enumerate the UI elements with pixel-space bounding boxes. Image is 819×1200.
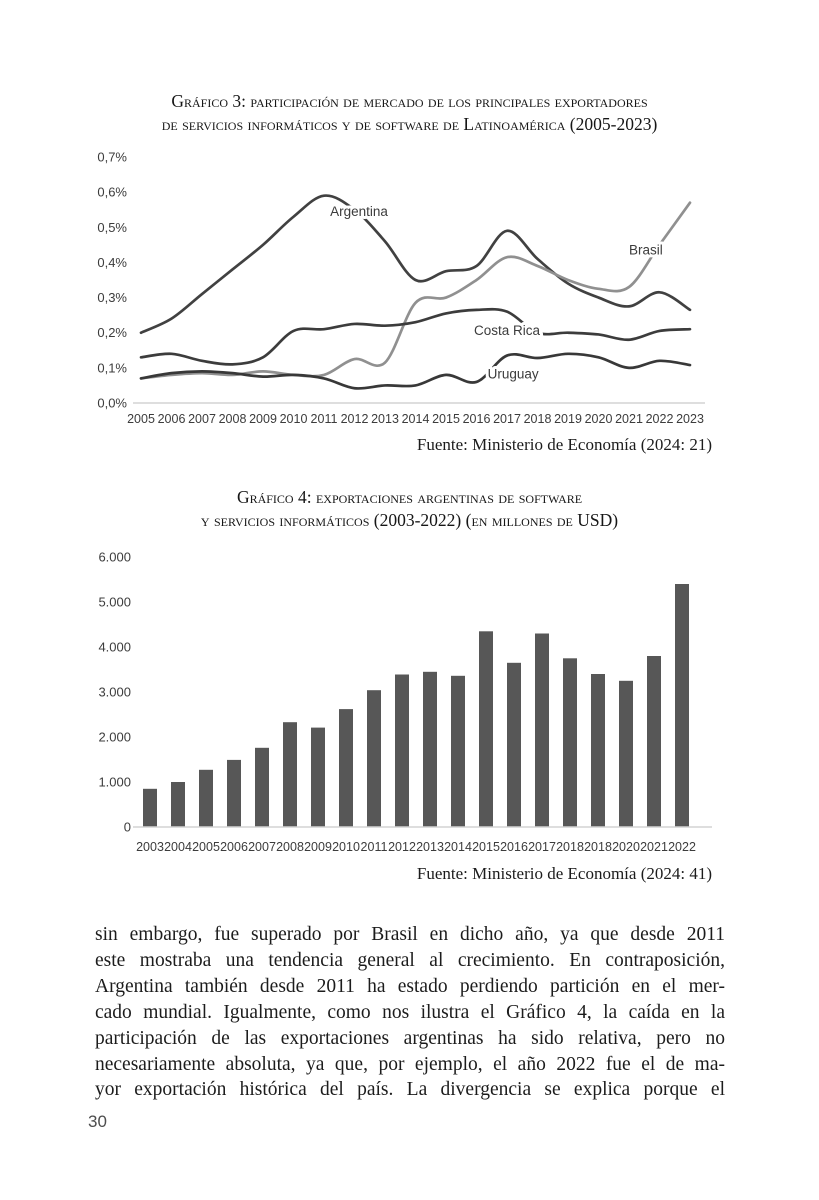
body-line: participación de las exportaciones argentinas ha sido relativa, pero no — [95, 1027, 725, 1049]
body-line: necesariamente absoluta, ya que, por ejemplo, el año 2022 fue el de ma- — [95, 1053, 725, 1075]
y-axis-tick-label: 6.000 — [98, 549, 131, 565]
grafico-4-title-line1: Gráfico 4: exportaciones argentinas de software — [236, 487, 583, 507]
bar-chart-svg — [85, 543, 745, 865]
body-line: cado mundial. Igualmente, como nos ilustra el Gráfico 4, la caída en la — [95, 1001, 725, 1023]
x-axis-tick-label: 2022 — [645, 412, 674, 426]
x-axis-tick-label: 2016 — [462, 412, 491, 426]
x-axis-tick-label: 2005 — [127, 412, 155, 426]
x-axis-tick-label: 2006 — [157, 412, 186, 426]
x-axis-tick-label: 2007 — [188, 412, 216, 426]
y-axis-tick-label: 0,2% — [97, 325, 127, 341]
x-axis-tick-label: 2012 — [388, 840, 416, 854]
y-axis-tick-label: 0,7% — [97, 150, 127, 165]
y-axis-tick-label: 0,6% — [97, 184, 127, 200]
x-axis-tick-label: 2017 — [493, 412, 521, 426]
x-axis-tick-label: 2003 — [136, 840, 164, 854]
bar-2020-17 — [619, 681, 633, 827]
x-axis-tick-label: 2011 — [310, 412, 338, 426]
y-axis-tick-label: 0,5% — [97, 219, 127, 235]
bar-2014-11 — [451, 676, 465, 827]
body-line: Argentina también desde 2011 ha estado perdiendo partición en el mer- — [95, 975, 725, 997]
x-axis-tick-label: 2008 — [276, 840, 304, 854]
bar-2018-15 — [563, 658, 577, 827]
grafico-4-bar-chart — [85, 543, 745, 865]
x-axis-tick-label: 2009 — [249, 412, 277, 426]
x-axis-tick-label: 2006 — [220, 840, 248, 854]
bar-2012-9 — [395, 675, 409, 828]
x-axis-tick-label: 2020 — [612, 840, 640, 854]
bar-2009-6 — [311, 728, 325, 827]
grafico-3-title-line1: Gráfico 3: participación de mercado de los principales exportadores — [171, 91, 648, 111]
x-axis-tick-label: 2014 — [401, 412, 430, 426]
x-axis-tick-label: 2014 — [444, 840, 472, 854]
series-label-uruguay: Uruguay — [487, 366, 539, 382]
grafico-4-source: Fuente: Ministerio de Economía (2024: 41) — [416, 864, 712, 883]
bar-2011-8 — [367, 690, 381, 827]
x-axis-tick-label: 2015 — [432, 412, 460, 426]
x-axis-tick-label: 2009 — [304, 840, 332, 854]
grafico-4-title — [57, 486, 762, 531]
grafico-3-title-line2: de servicios informáticos y de software de Latinoamérica (2005-2023) — [161, 113, 658, 134]
grafico-3-source: Fuente: Ministerio de Economía (2024: 21) — [416, 435, 712, 454]
page-number: 30 — [88, 1112, 107, 1131]
x-axis-tick-label: 2010 — [332, 840, 360, 854]
y-axis-tick-label: 1.000 — [98, 774, 131, 790]
x-axis-tick-label: 2013 — [416, 840, 444, 854]
bar-2015-12 — [479, 631, 493, 827]
body-line: sin embargo, fue superado por Brasil en dicho año, ya que desde 2011 — [95, 924, 725, 945]
series-label-costa-rica: Costa Rica — [473, 322, 541, 338]
x-axis-tick-label: 2022 — [668, 840, 696, 854]
line-uruguay — [141, 354, 690, 389]
y-axis-tick-label: 3.000 — [98, 684, 131, 700]
bar-2005-2 — [199, 770, 213, 827]
x-axis-tick-label: 2007 — [248, 840, 276, 854]
grafico-3-title — [57, 90, 762, 135]
bar-2021-18 — [647, 656, 661, 827]
x-axis-tick-label: 2010 — [279, 412, 308, 426]
y-axis-tick-label: 2.000 — [98, 729, 131, 745]
bar-2004-1 — [171, 782, 185, 827]
series-label-argentina: Argentina — [330, 203, 388, 219]
y-axis-tick-label: 0 — [123, 819, 131, 835]
bar-2013-10 — [423, 672, 437, 827]
y-axis-tick-label: 5.000 — [98, 594, 131, 610]
x-axis-tick-label: 2012 — [340, 412, 369, 426]
x-axis-tick-label: 2018 — [556, 840, 584, 854]
x-axis-tick-label: 2020 — [584, 412, 613, 426]
grafico-4-title-line2: y servicios informáticos (2003-2022) (en millones de USD) — [200, 509, 619, 530]
x-axis-tick-label: 2004 — [164, 840, 192, 854]
x-axis-tick-label: 2005 — [192, 840, 220, 854]
bar-2006-3 — [227, 760, 241, 827]
x-axis-tick-label: 2018 — [523, 412, 552, 426]
grafico-3-line-chart — [85, 150, 745, 440]
bar-2022-19 — [675, 584, 689, 827]
line-costa-rica — [141, 309, 690, 364]
bar-2008-5 — [283, 722, 297, 827]
bar-2018-16 — [591, 674, 605, 827]
body-paragraph — [95, 922, 725, 1103]
y-axis-tick-label: 0,3% — [97, 290, 127, 306]
x-axis-tick-label: 2021 — [615, 412, 643, 426]
y-axis-tick-label: 4.000 — [98, 639, 131, 655]
x-axis-tick-label: 2019 — [554, 412, 582, 426]
line-chart-svg — [85, 150, 745, 440]
x-axis-tick-label: 2008 — [218, 412, 247, 426]
y-axis-tick-label: 0,4% — [97, 254, 127, 270]
x-axis-tick-label: 2023 — [676, 412, 704, 426]
bar-2007-4 — [255, 748, 269, 827]
line-brasil — [141, 203, 690, 382]
bar-2016-13 — [507, 663, 521, 827]
line-argentina — [141, 196, 690, 333]
y-axis-tick-label: 0,0% — [97, 395, 127, 411]
x-axis-tick-label: 2011 — [360, 840, 388, 854]
bar-2017-14 — [535, 634, 549, 828]
x-axis-tick-label: 2015 — [472, 840, 500, 854]
bar-2003-0 — [143, 789, 157, 827]
y-axis-tick-label: 0,1% — [97, 360, 127, 376]
x-axis-tick-label: 2013 — [371, 412, 399, 426]
body-line: este mostraba una tendencia general al crecimiento. En contraposición, — [95, 949, 725, 971]
bar-2010-7 — [339, 709, 353, 827]
x-axis-tick-label: 2017 — [528, 840, 556, 854]
x-axis-tick-label: 2016 — [500, 840, 528, 854]
body-line: yor exportación histórica del país. La divergencia se explica porque el — [95, 1079, 725, 1101]
series-label-brasil: Brasil — [629, 242, 663, 258]
x-axis-tick-label: 2021 — [640, 840, 668, 854]
x-axis-tick-label: 2018 — [584, 840, 612, 854]
